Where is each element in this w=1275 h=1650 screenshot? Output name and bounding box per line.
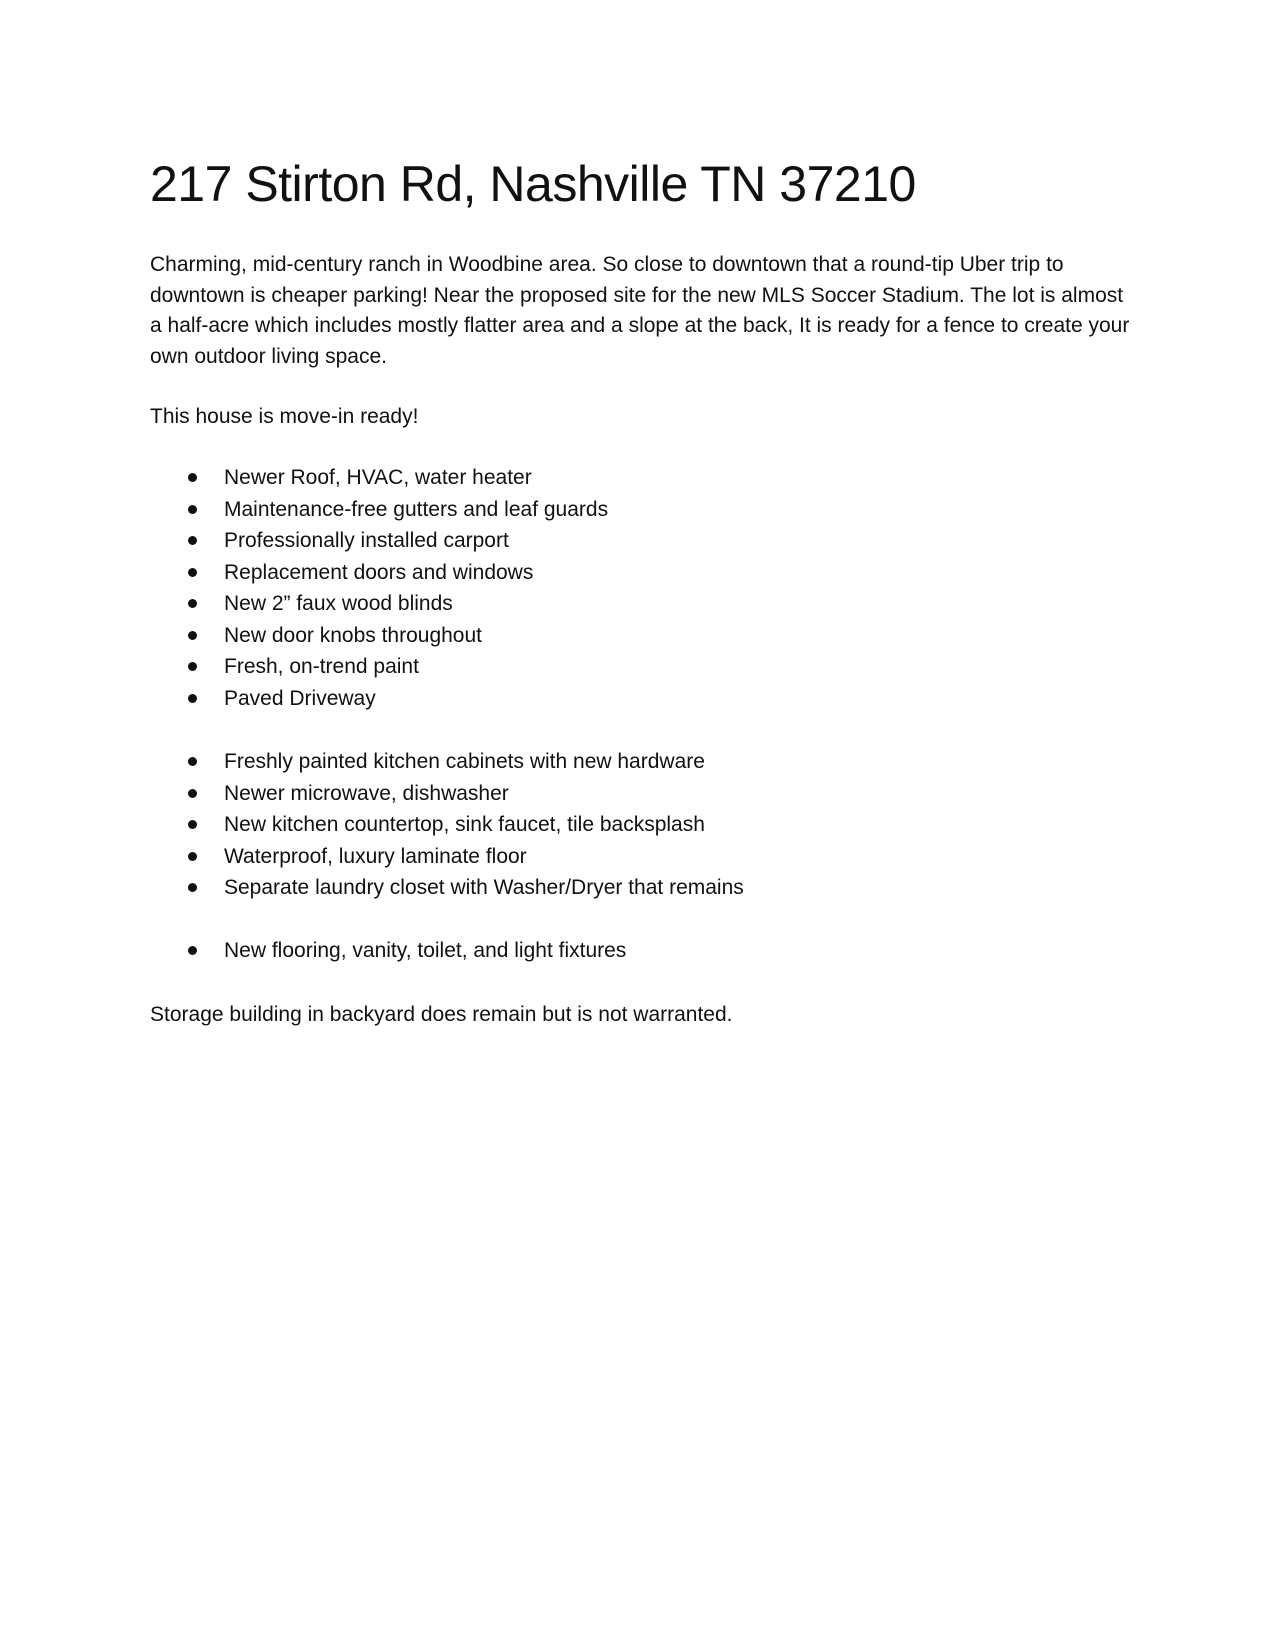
bullet-icon (188, 694, 197, 703)
list-item (150, 588, 608, 620)
bullet-icon (188, 757, 197, 766)
list-item-text: Paved Driveway (224, 686, 376, 710)
feature-list-general (150, 462, 608, 714)
list-item (150, 651, 608, 683)
move-in-paragraph: This house is move-in ready! (150, 405, 419, 428)
list-item-text: Maintenance-free gutters and leaf guards (224, 497, 609, 521)
list-item (150, 462, 608, 494)
list-item-text: Replacement doors and windows (224, 560, 534, 584)
bullet-icon (188, 789, 197, 798)
list-item (150, 935, 626, 967)
feature-list-bathroom (150, 935, 626, 967)
list-item (150, 557, 608, 589)
list-item-text: Professionally installed carport (224, 529, 509, 552)
bullet-icon (188, 820, 197, 829)
list-item (150, 683, 608, 715)
list-item-text: Waterproof, luxury laminate floor (224, 844, 527, 868)
list-item (150, 809, 744, 841)
list-item-text: Separate laundry closet with Washer/Dryer that remains (224, 876, 744, 899)
bullet-icon (188, 852, 197, 861)
bullet-icon (188, 662, 197, 671)
feature-list-kitchen (150, 746, 744, 904)
bullet-icon (188, 505, 197, 514)
bullet-icon (188, 631, 197, 640)
bullet-icon (188, 473, 197, 482)
list-item (150, 620, 608, 652)
list-item-text: New door knobs throughout (224, 623, 482, 647)
intro-paragraph: Charming, mid-century ranch in Woodbine area. So close to downtown that a round-tip Uber trip to downtown is cheaper parking! Near the proposed site for the new MLS Soccer Stadium. The lot is almost a half-acre which includes mostly flatter area and a slope at the back, It is ready for a fence to create your own outdoor living space. (150, 253, 1130, 368)
list-item (150, 841, 744, 873)
list-item-text: Newer microwave, dishwasher (224, 781, 509, 805)
list-item (150, 746, 744, 778)
list-item-text: Newer Roof, HVAC, water heater (224, 466, 532, 489)
bullet-icon (188, 883, 197, 892)
bullet-icon (188, 599, 197, 608)
list-item-text: New flooring, vanity, toilet, and light fixtures (224, 939, 627, 962)
list-item-text: Freshly painted kitchen cabinets with new hardware (224, 750, 705, 773)
list-item (150, 494, 608, 526)
closing-paragraph: Storage building in backyard does remain but is not warranted. (150, 1003, 733, 1026)
bullet-icon (188, 568, 197, 577)
list-item (150, 778, 744, 810)
bullet-icon (188, 946, 197, 955)
list-item-text: New kitchen countertop, sink faucet, tile backsplash (224, 813, 705, 836)
list-item (150, 872, 744, 904)
list-item (150, 525, 608, 557)
list-item-text: New 2” faux wood blinds (224, 592, 453, 615)
list-item-text: Fresh, on-trend paint (224, 655, 419, 678)
bullet-icon (188, 536, 197, 545)
page-title: 217 Stirton Rd, Nashville TN 37210 (150, 156, 916, 212)
